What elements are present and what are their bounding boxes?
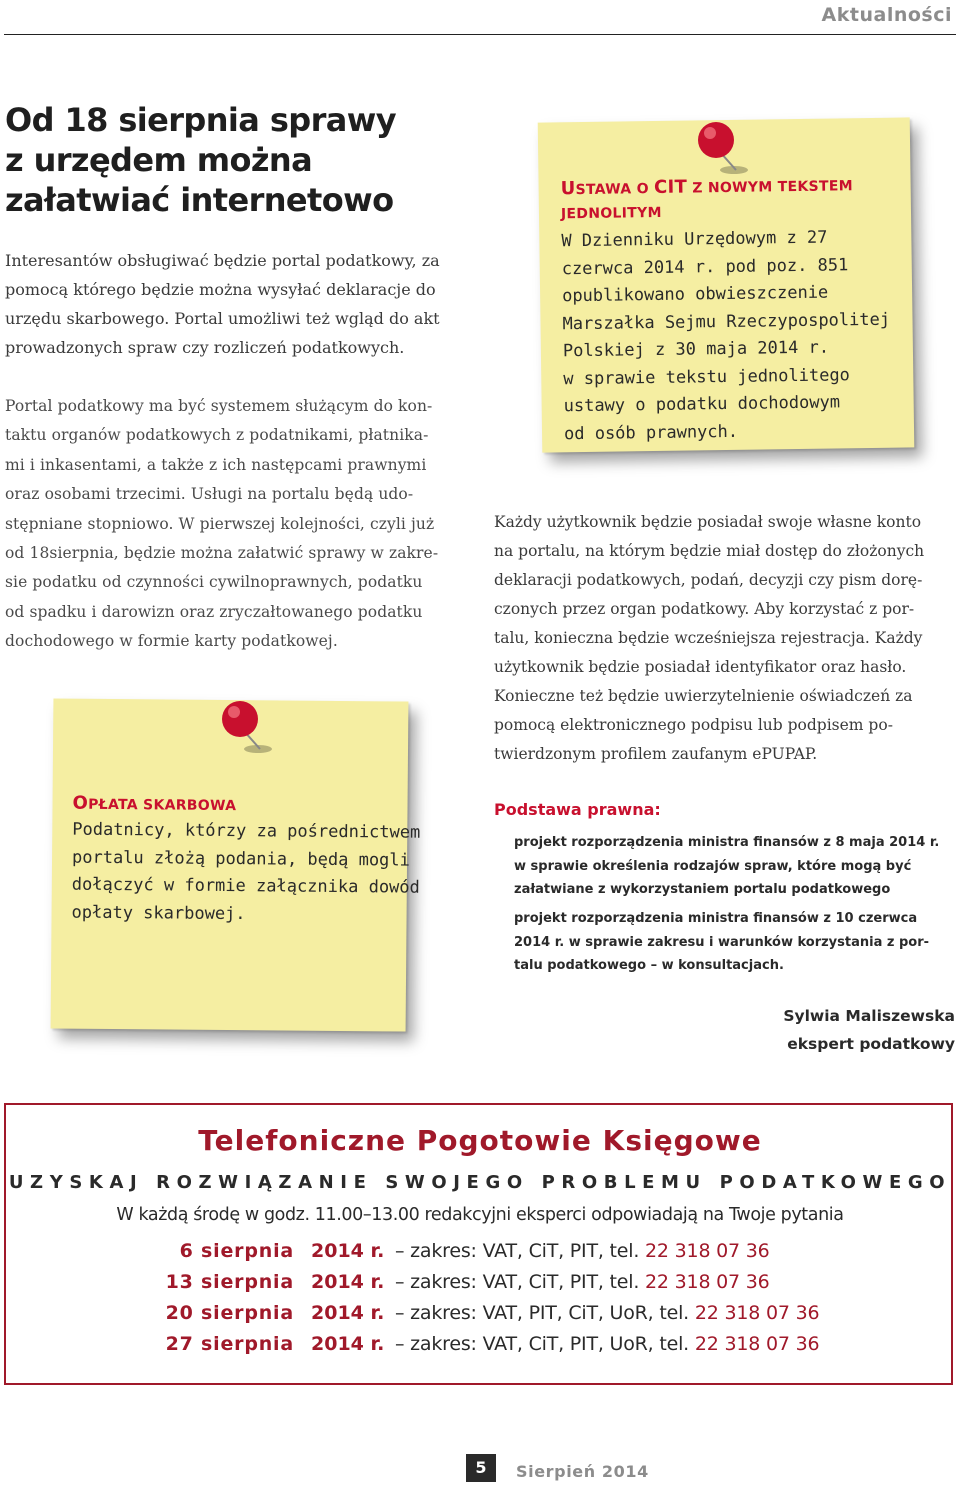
schedule-scope [395, 1302, 819, 1324]
phone-link[interactable]: 22 318 07 36 [694, 1333, 820, 1355]
body-line: od spadku i darowizn oraz zryczałtowanego podatku [5, 602, 423, 621]
note-line: Polskiej z 30 maja 2014 r. [562, 337, 830, 362]
body-line: na portalu, na którym będzie miał dostęp do złożonych [494, 542, 925, 560]
phone-link[interactable]: 22 318 07 36 [694, 1302, 820, 1324]
schedule-date: 27 sierpnia [165, 1333, 294, 1355]
schedule-date: 20 sierpnia [165, 1302, 294, 1324]
pushpin-icon [690, 118, 754, 178]
hotline-title: Telefoniczne Pogotowie Księgowe [198, 1124, 762, 1157]
headline-line: Od 18 sierpnia sprawy [5, 101, 396, 139]
ref-line: załatwiane z wykorzystaniem portalu podatkowego [514, 882, 891, 897]
body-line: czonych przez organ podatkowy. Aby korzystać z por- [494, 600, 915, 618]
note-line: opublikowano obwieszczenie [562, 282, 829, 307]
body-line: talu, konieczna będzie wcześniejsza rejestracja. Każdy [494, 629, 923, 647]
title-cit: CIT [653, 176, 688, 198]
article-headline [5, 100, 445, 220]
issue-date: Sierpień 2014 [516, 1462, 649, 1481]
schedule-year: 2014 r. [311, 1333, 385, 1355]
section-label: Aktualności [821, 4, 952, 26]
schedule-row [0, 1333, 960, 1363]
note-line: W Dzienniku Urzędowym z 27 [561, 227, 828, 252]
article-lead [5, 246, 468, 362]
ref-line: projekt rozporządzenia ministra finansów z 8 maja 2014 r. [514, 835, 940, 850]
article-body-left [5, 392, 467, 657]
schedule-scope [395, 1333, 819, 1355]
note-oplata-text [71, 817, 420, 930]
body-line: od 18sierpnia, będzie można załatwić sprawy w zakre- [5, 544, 439, 563]
body-line: Portal podatkowy ma być systemem służącym do kon- [5, 397, 433, 415]
body-line: użytkownik będzie posiadał identyfikator oraz hasło. [494, 658, 907, 676]
schedule-scope [395, 1271, 770, 1293]
lead-line: urzędu skarbowego. Portal umożliwi też wgląd do akt [5, 309, 440, 328]
title-part: PŁATA SKARBOWA [88, 796, 237, 815]
schedule-row [0, 1302, 960, 1332]
ref-line: 2014 r. w sprawie zakresu i warunków korzystania z por- [514, 934, 930, 950]
author-name: Sylwia Maliszewska [783, 1007, 955, 1025]
note-line: Marszałka Sejmu Rzeczypospolitej [562, 309, 891, 334]
title-part: Z NOWYM TEKSTEM [687, 178, 854, 197]
headline-line: załatwiać internetowo [5, 181, 394, 219]
lead-line: prowadzonych spraw czy rozliczeń podatkowych. [5, 338, 405, 357]
lead-line: Interesantów obsługiwać będzie portal podatkowy, za [5, 251, 440, 270]
schedule-row [0, 1271, 960, 1301]
note-cit-text [561, 224, 892, 449]
legal-reference-1 [514, 831, 954, 902]
note-oplata-title [72, 793, 236, 815]
note-line: dołączyć w formie załącznika dowód [71, 874, 420, 898]
body-line: sie podatku od czynności cywilnoprawnych, podatku [5, 573, 423, 592]
note-line: opłaty skarbowej. [71, 902, 246, 924]
scope-text: – zakres: VAT, CiT, PIT, tel. [395, 1240, 646, 1262]
title-initial: O [72, 792, 89, 814]
pushpin-icon [214, 697, 278, 757]
article-body-right [494, 508, 956, 769]
schedule-year: 2014 r. [311, 1271, 385, 1293]
body-line: dochodowego w formie karty podatkowej. [5, 632, 338, 651]
body-line: mi i inkasentami, a także z ich następcami prawnymi [5, 455, 427, 474]
note-line: Podatnicy, którzy za pośrednictwem [72, 819, 421, 843]
ref-line: w sprawie określenia rodzajów spraw, które mogą być [514, 858, 912, 874]
header-rule [4, 34, 956, 35]
note-cit-title-line2: JEDNOLITYM [560, 204, 662, 223]
scope-text: – zakres: VAT, CiT, PIT, UoR, tel. [395, 1333, 695, 1355]
phone-link[interactable]: 22 318 07 36 [645, 1240, 770, 1262]
schedule-date: 6 sierpnia [179, 1240, 294, 1262]
note-line: w sprawie tekstu jednolitego [563, 364, 850, 389]
legal-basis-label: Podstawa prawna: [494, 800, 661, 819]
headline-line: z urzędem można [5, 141, 313, 179]
body-line: Konieczne też będzie uwierzytelnienie oświadczeń za [494, 687, 913, 705]
note-line: ustawy o podatku dochodowym [563, 392, 841, 417]
body-line: stępniane stopniowo. W pierwszej kolejności, czyli już [5, 514, 435, 533]
body-line: twierdzonym profilem zaufanym ePUPAP. [494, 745, 818, 763]
lead-line: pomocą którego będzie można wysyłać deklaracje do [5, 280, 436, 299]
body-line: pomocą elektronicznego podpisu lub podpisem po- [494, 716, 893, 734]
schedule-scope [395, 1240, 770, 1262]
scope-text: – zakres: VAT, CiT, PIT, tel. [395, 1271, 646, 1293]
author-role: ekspert podatkowy [787, 1035, 955, 1053]
body-line: Każdy użytkownik będzie posiadał swoje własne konto [494, 513, 922, 531]
schedule-date: 13 sierpnia [165, 1271, 294, 1293]
ref-line: talu podatkowego – w konsultacjach. [514, 958, 784, 973]
body-line: oraz osobami trzecimi. Usługi na portalu będą udo- [5, 485, 414, 504]
author-byline [783, 1002, 955, 1058]
scope-text: – zakres: VAT, PIT, CiT, UoR, tel. [395, 1302, 695, 1324]
schedule-row [0, 1240, 960, 1270]
note-line: czerwca 2014 r. pod poz. 851 [561, 254, 849, 279]
legal-reference-2 [514, 907, 954, 978]
phone-link[interactable]: 22 318 07 36 [645, 1271, 770, 1293]
schedule-year: 2014 r. [311, 1240, 385, 1262]
schedule-year: 2014 r. [311, 1302, 385, 1324]
hotline-subtitle: UZYSKAJ ROZWIĄZANIE SWOJEGO PROBLEMU PODATKOWEGO [8, 1172, 952, 1193]
title-initial: U [560, 178, 576, 200]
body-line: deklaracji podatkowych, podań, decyzji czy pism dorę- [494, 571, 923, 589]
hotline-intro: W każdą środę w godz. 11.00–13.00 redakcyjni eksperci odpowiadają na Twoje pytania [116, 1205, 844, 1225]
title-part: STAWA O [575, 180, 655, 199]
body-line: taktu organów podatkowych z podatnikami, płatnika- [5, 426, 429, 445]
ref-line: projekt rozporządzenia ministra finansów z 10 czerwca [514, 911, 918, 926]
note-line: od osób prawnych. [563, 421, 739, 444]
page-number: 5 [466, 1454, 496, 1482]
note-line: portalu złożą podania, będą mogli [71, 847, 410, 871]
